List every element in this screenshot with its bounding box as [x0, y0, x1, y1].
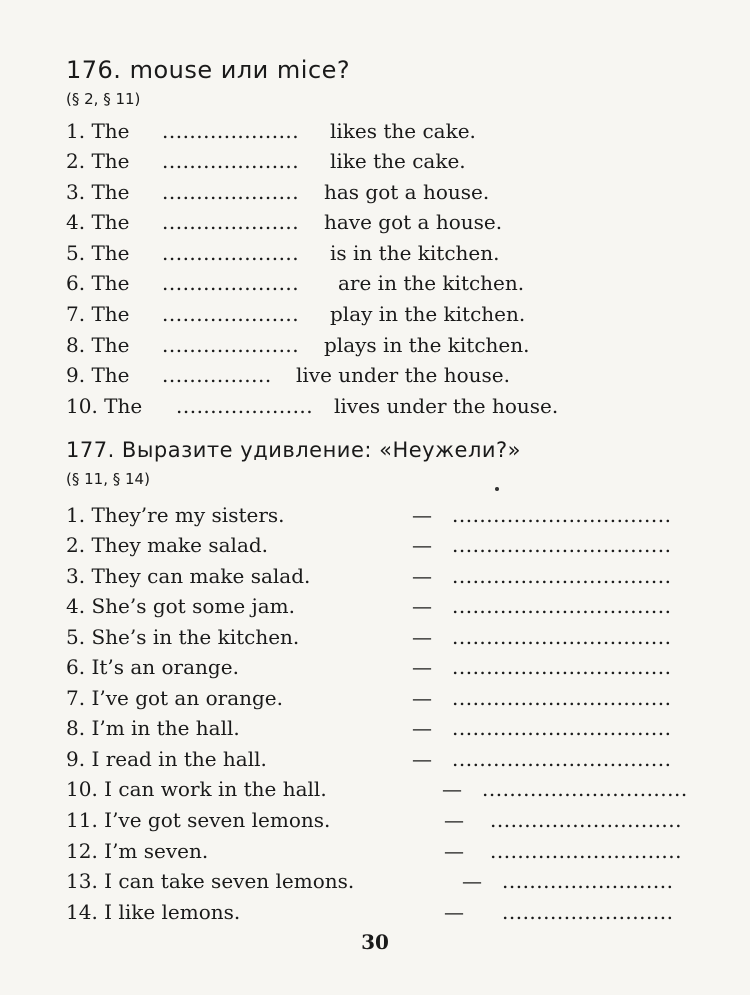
ex177-blank: .........................: [502, 900, 674, 924]
ex176-blank: ....................: [162, 180, 300, 204]
ex176-item-text: likes the cake.: [330, 119, 476, 143]
ex177-blank: ............................: [490, 839, 683, 863]
page-number: 30: [361, 930, 389, 954]
ex177-dash: —: [444, 900, 464, 924]
ex176-item-text: like the cake.: [330, 149, 466, 173]
ex177-item-text: 7. I’ve got an orange.: [66, 686, 283, 710]
ex177-dash: —: [412, 655, 432, 679]
ex177-blank: ................................: [452, 625, 672, 649]
exercise-176-title: 176. mouse или mice?: [66, 56, 351, 84]
ex176-item-text: lives under the house.: [334, 394, 559, 418]
ex176-item-number: 9. The: [66, 363, 130, 387]
ex177-dash: —: [444, 839, 464, 863]
ex176-item-text: plays in the kitchen.: [324, 333, 530, 357]
ex177-dash: —: [412, 533, 432, 557]
ex176-blank: ....................: [162, 241, 300, 265]
ex177-blank: ................................: [452, 655, 672, 679]
ex177-dash: —: [412, 686, 432, 710]
ex177-item-text: 14. I like lemons.: [66, 900, 241, 924]
exercise-176-refs: (§ 2, § 11): [66, 90, 141, 108]
ex176-item-number: 1. The: [66, 119, 130, 143]
ex176-item-number: 8. The: [66, 333, 130, 357]
ex177-dash: —: [462, 869, 482, 893]
ex176-item-number: 2. The: [66, 149, 130, 173]
ex177-dash: —: [412, 564, 432, 588]
ex177-dash: —: [442, 777, 462, 801]
ex177-blank: ................................: [452, 747, 672, 771]
ex177-dash: —: [444, 808, 464, 832]
ex177-item-text: 10. I can work in the hall.: [66, 777, 327, 801]
ex176-blank: ....................: [162, 333, 300, 357]
ex176-item-number: 3. The: [66, 180, 130, 204]
ex177-blank: ................................: [452, 716, 672, 740]
ex177-blank: ................................: [452, 503, 672, 527]
ex176-blank: ................: [162, 363, 272, 387]
ex177-item-text: 1. They’re my sisters.: [66, 503, 285, 527]
ex176-blank: ....................: [162, 302, 300, 326]
ex177-item-text: 11. I’ve got seven lemons.: [66, 808, 331, 832]
ex176-blank: ....................: [162, 271, 300, 295]
ex176-item-text: is in the kitchen.: [330, 241, 500, 265]
ex177-item-text: 3. They can make salad.: [66, 564, 311, 588]
ex177-blank: ................................: [452, 533, 672, 557]
ex177-item-text: 8. I’m in the hall.: [66, 716, 240, 740]
ex177-item-text: 12. I’m seven.: [66, 839, 209, 863]
ex176-item-number: 6. The: [66, 271, 130, 295]
ex177-dash: —: [412, 625, 432, 649]
ex176-item-number: 5. The: [66, 241, 130, 265]
ex177-item-text: 2. They make salad.: [66, 533, 269, 557]
ex177-dash: —: [412, 594, 432, 618]
ex176-item-number: 4. The: [66, 210, 130, 234]
ex177-dash: —: [412, 503, 432, 527]
ex177-dash: —: [412, 747, 432, 771]
print-speck: [495, 487, 499, 491]
ex176-item-number: 7. The: [66, 302, 130, 326]
ex177-item-text: 13. I can take seven lemons.: [66, 869, 355, 893]
exercise-177-title: 177. Выразите удивление: «Неужели?»: [66, 438, 522, 462]
ex176-blank: ....................: [176, 394, 314, 418]
ex176-item-number: 10. The: [66, 394, 143, 418]
ex177-item-text: 4. She’s got some jam.: [66, 594, 295, 618]
ex177-blank: ................................: [452, 564, 672, 588]
ex176-item-text: are in the kitchen.: [338, 271, 525, 295]
ex177-blank: ............................: [490, 808, 683, 832]
ex177-item-text: 5. She’s in the kitchen.: [66, 625, 300, 649]
ex177-blank: ................................: [452, 594, 672, 618]
ex177-blank: ................................: [452, 686, 672, 710]
ex176-item-text: have got a house.: [324, 210, 503, 234]
ex177-blank: ..............................: [482, 777, 688, 801]
ex176-blank: ....................: [162, 119, 300, 143]
ex176-item-text: has got a house.: [324, 180, 490, 204]
ex177-dash: —: [412, 716, 432, 740]
ex176-blank: ....................: [162, 149, 300, 173]
ex177-blank: .........................: [502, 869, 674, 893]
ex177-item-text: 6. It’s an orange.: [66, 655, 239, 679]
ex177-item-text: 9. I read in the hall.: [66, 747, 267, 771]
ex176-blank: ....................: [162, 210, 300, 234]
exercise-177-refs: (§ 11, § 14): [66, 470, 150, 488]
ex176-item-text: live under the house.: [296, 363, 510, 387]
ex176-item-text: play in the kitchen.: [330, 302, 526, 326]
